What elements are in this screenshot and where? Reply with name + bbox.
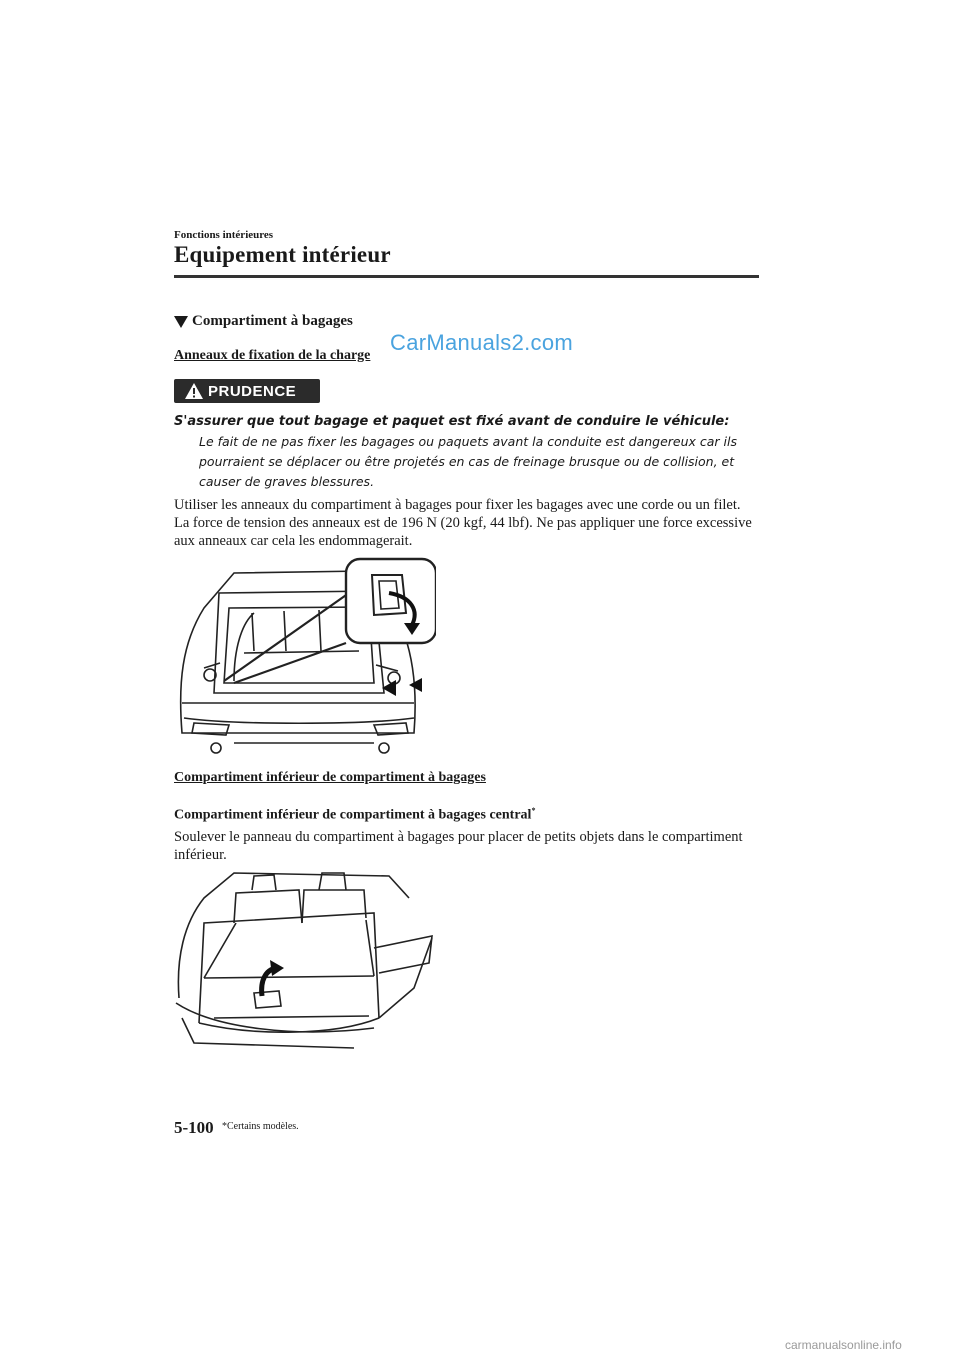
triangle-down-icon — [174, 316, 188, 328]
subheading-central-text: Compartiment inférieur de compartiment à bagages central — [174, 807, 532, 823]
page-number: 5-100 — [174, 1118, 214, 1137]
caution-banner — [174, 379, 320, 403]
footnote: *Certains modèles. — [222, 1121, 299, 1132]
paragraph-lower-compartment: Soulever le panneau du compartiment à bagages pour placer de petits objets dans le compartiment inférieur. — [174, 829, 743, 863]
footer-watermark[interactable]: carmanualsonline.info — [785, 1338, 902, 1352]
title-rule — [174, 275, 759, 278]
paragraph-anchors: Utiliser les anneaux du compartiment à bagages pour fixer les bagages avec une corde ou un filet. La force de tension des anneaux est de 196 N (20 kgf, 44 lbf). Ne pas appliquer une force excessive aux anneaux car cela les endommagerait. — [174, 497, 752, 549]
watermark-link[interactable]: CarManuals2.com — [390, 330, 574, 355]
caution-label: PRUDENCE — [208, 382, 297, 400]
section-heading-text: Compartiment à bagages — [192, 313, 353, 329]
caution-lead: S'assurer que tout bagage et paquet est fixé avant de conduire le véhicule: — [174, 414, 730, 429]
subheading-lower-compartment: Compartiment inférieur de compartiment à bagages — [174, 770, 486, 785]
warning-icon — [184, 382, 204, 400]
caution-body: Le fait de ne pas fixer les bagages ou paquets avant la conduite est dangereux car ils pourraient se déplacer ou être projetés en cas de freinage brusque ou de collision, et causer de graves blessures. — [199, 434, 738, 489]
chapter-label: Fonctions intérieures — [174, 229, 274, 241]
section-heading — [174, 313, 353, 330]
rear-cargo-illustration — [174, 553, 436, 761]
page-title: Equipement intérieur — [174, 242, 391, 267]
subheading-anchors: Anneaux de fixation de la charge — [174, 348, 371, 363]
cargo-floor-illustration — [174, 868, 436, 1068]
optional-mark: * — [531, 806, 536, 815]
subheading-central-compartment — [174, 806, 535, 824]
